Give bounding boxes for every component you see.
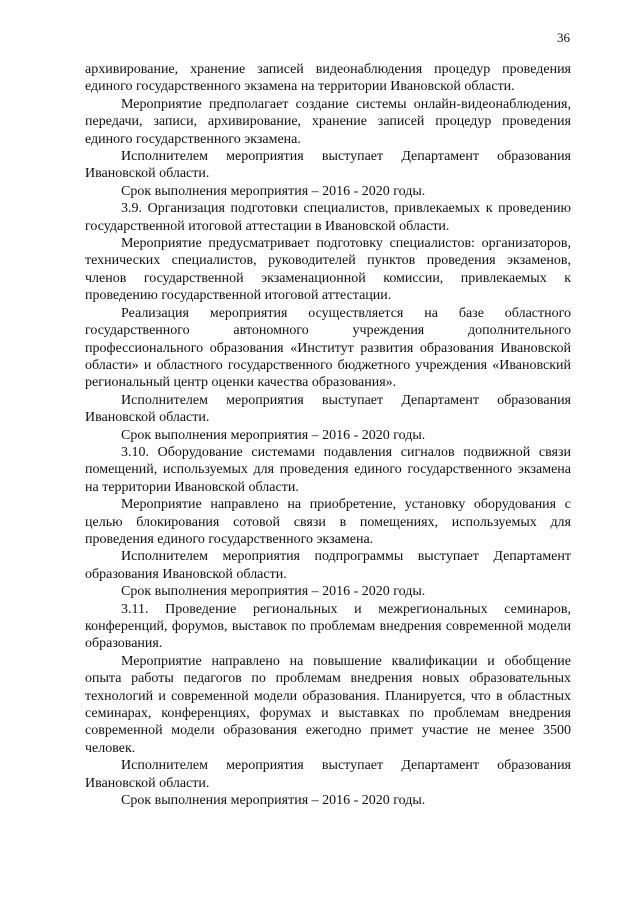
paragraph: Срок выполнения мероприятия – 2016 - 2020 годы. <box>121 584 426 600</box>
paragraph: Реализация мероприятия осуществляется на базе областного государственного автономного учреждения дополнительного профессионального образования «Институт развития образования Ивановской области» и областного государственного бюджетного учреждения «Ивановский региональный центр оценки качества образования». <box>85 305 571 391</box>
paragraph: Исполнителем мероприятия подпрограммы выступает Департамент образования Ивановской области. <box>85 549 571 582</box>
paragraph: архивирование, хранение записей видеонаблюдения процедур проведения единого государственного экзамена на территории Ивановской области. <box>85 62 571 95</box>
page-number: 36 <box>557 30 570 45</box>
document-body <box>85 61 571 809</box>
paragraph: Исполнителем мероприятия выступает Департамент образования Ивановской области. <box>85 758 571 791</box>
paragraph: Исполнителем мероприятия выступает Департамент образования Ивановской области. <box>85 149 571 182</box>
section-heading: 3.9. Организация подготовки специалистов, привлекаемых к проведению государственной итоговой аттестации в Ивановской области. <box>85 201 571 234</box>
paragraph: Срок выполнения мероприятия – 2016 - 2020 годы. <box>121 793 426 809</box>
paragraph: Срок выполнения мероприятия – 2016 - 2020 годы. <box>121 427 426 443</box>
paragraph: Мероприятие направлено на повышение квалификации и обобщение опыта работы педагогов по проблемам внедрения новых образовательных технологий и современной модели образования. Планируется, что в областных семинарах, конференциях, форумах и выставках по проблемам внедрения современной модели образования ежегодно примет участие не менее 3500 человек. <box>85 653 571 756</box>
paragraph: Мероприятие предполагает создание системы онлайн-видеонаблюдения, передачи, записи, архивирование, хранение записей процедур проведения единого государственного экзамена. <box>85 96 571 147</box>
paragraph: Мероприятие направлено на приобретение, установку оборудования с целью блокирования сотовой связи в помещениях, используемых для проведения единого государственного экзамена. <box>85 497 571 547</box>
paragraph: Исполнителем мероприятия выступает Департамент образования Ивановской области. <box>85 392 571 426</box>
paragraph: Срок выполнения мероприятия – 2016 - 2020 годы. <box>121 183 426 199</box>
section-heading: 3.11. Проведение региональных и межрегиональных семинаров, конференций, форумов, выставок по проблемам внедрения современной модели образования. <box>85 601 571 652</box>
paragraph: Мероприятие предусматривает подготовку специалистов: организаторов, технических специалистов, руководителей пунктов проведения экзаменов, членов государственной экзаменационной комиссии, привлекаемых к проведению государственной итоговой аттестации. <box>85 236 571 304</box>
section-heading: 3.10. Оборудование системами подавления сигналов подвижной связи помещений, используемых для проведения единого государственного экзамена на территории Ивановской области. <box>85 444 571 495</box>
